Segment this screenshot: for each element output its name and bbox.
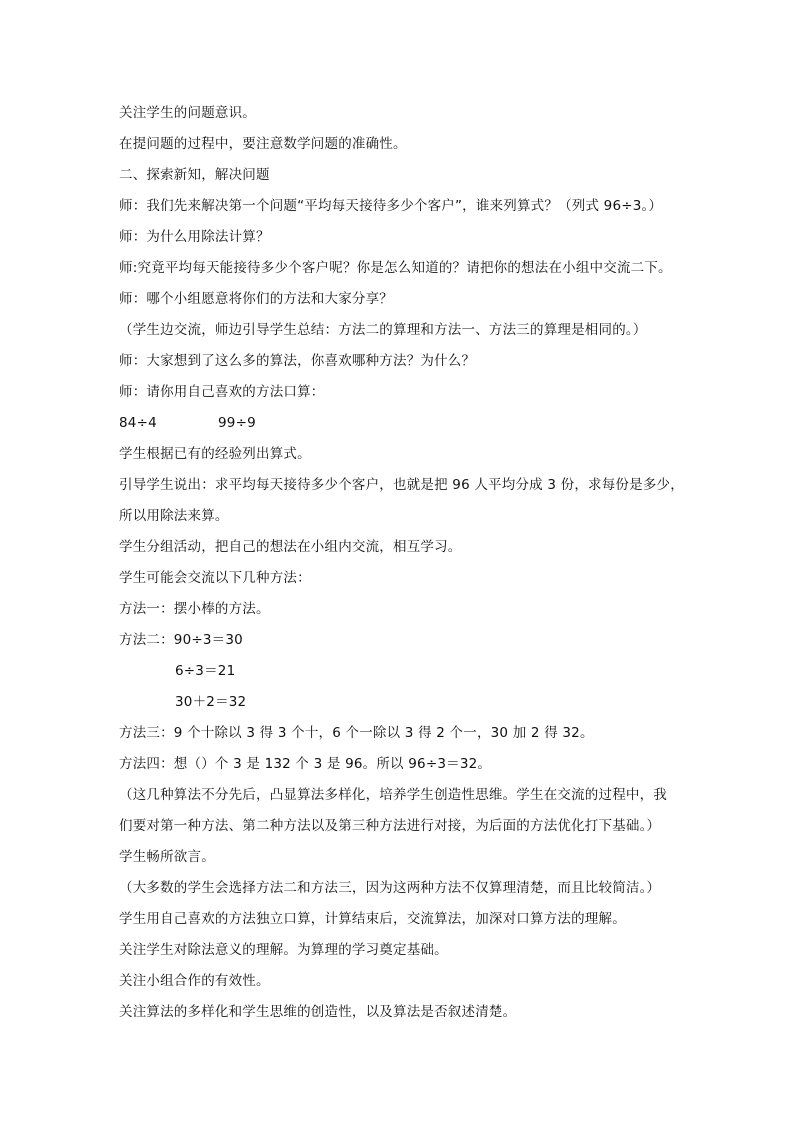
text-line: 方法二：90÷3＝30 xyxy=(119,632,243,648)
text-line: 学生畅所欲言。 xyxy=(119,849,215,865)
text-line: （学生边交流，师边引导学生总结：方法二的算理和方法一、方法三的算理是相同的。） xyxy=(119,322,647,338)
text-line: 方法四：想（）个 3 是 132 个 3 是 96。所以 96÷3＝32。 xyxy=(119,756,492,772)
text-line: 在提问题的过程中，要注意数学问题的准确性。 xyxy=(119,136,407,152)
section-heading: 二、探索新知，解决问题 xyxy=(119,167,270,183)
text-line: 师:究竟平均每天能接待多少个客户呢？你是怎么知道的？请把你的想法在小组中交流二下。 xyxy=(119,260,672,276)
text-line: 们要对第一种方法、第二种方法以及第三种方法进行对接，为后面的方法优化打下基础。） xyxy=(119,818,661,834)
text-line: 关注算法的多样化和学生思维的创造性，以及算法是否叙述清楚。 xyxy=(119,1004,517,1020)
text-line: （这几种算法不分先后，凸显算法多样化，培养学生创造性思维。学生在交流的过程中，我 xyxy=(119,787,667,803)
text-line: 关注学生对除法意义的理解。为算理的学习奠定基础。 xyxy=(119,942,448,958)
text-line: 学生可能会交流以下几种方法： xyxy=(119,570,311,586)
text-line: 关注小组合作的有效性。 xyxy=(119,973,270,989)
text-line: 所以用除法来算。 xyxy=(119,508,229,524)
equation-line: 6÷3＝21 xyxy=(175,663,236,679)
text-line: 学生用自己喜欢的方法独立口算，计算结束后，交流算法，加深对口算方法的理解。 xyxy=(119,911,626,927)
exercise-item: 84÷4 xyxy=(119,415,157,431)
text-line: 学生根据已有的经验列出算式。 xyxy=(119,446,311,462)
exercise-item: 99÷9 xyxy=(218,415,256,431)
text-line: 方法一：摆小棒的方法。 xyxy=(119,601,270,617)
text-line: 师：请你用自己喜欢的方法口算： xyxy=(119,384,325,400)
text-line: 方法三：9 个十除以 3 得 3 个十，6 个一除以 3 得 2 个一，30 加 2 得 32。 xyxy=(119,725,594,741)
text-line: 师：哪个小组愿意将你们的方法和大家分享？ xyxy=(119,291,393,307)
text-line: 学生分组活动，把自己的想法在小组内交流，相互学习。 xyxy=(119,539,462,555)
text-line: 师：我们先来解决第一个问题“平均每天接待多少个客户”，谁来列算式？（列式 96÷3。） xyxy=(119,198,663,214)
text-line: 引导学生说出：求平均每天接待多少个客户，也就是把 96 人平均分成 3 份，求每份是多少， xyxy=(119,477,684,493)
text-line: 关注学生的问题意识。 xyxy=(119,105,256,121)
text-line: 师：为什么用除法计算？ xyxy=(119,229,270,245)
text-line: 师：大家想到了这么多的算法，你喜欢哪种方法？为什么？ xyxy=(119,353,476,369)
exercise-line xyxy=(119,414,699,432)
text-line: （大多数的学生会选择方法二和方法三，因为这两种方法不仅算理清楚，而且比较简洁。） xyxy=(119,880,661,896)
equation-line: 30＋2＝32 xyxy=(175,694,247,710)
